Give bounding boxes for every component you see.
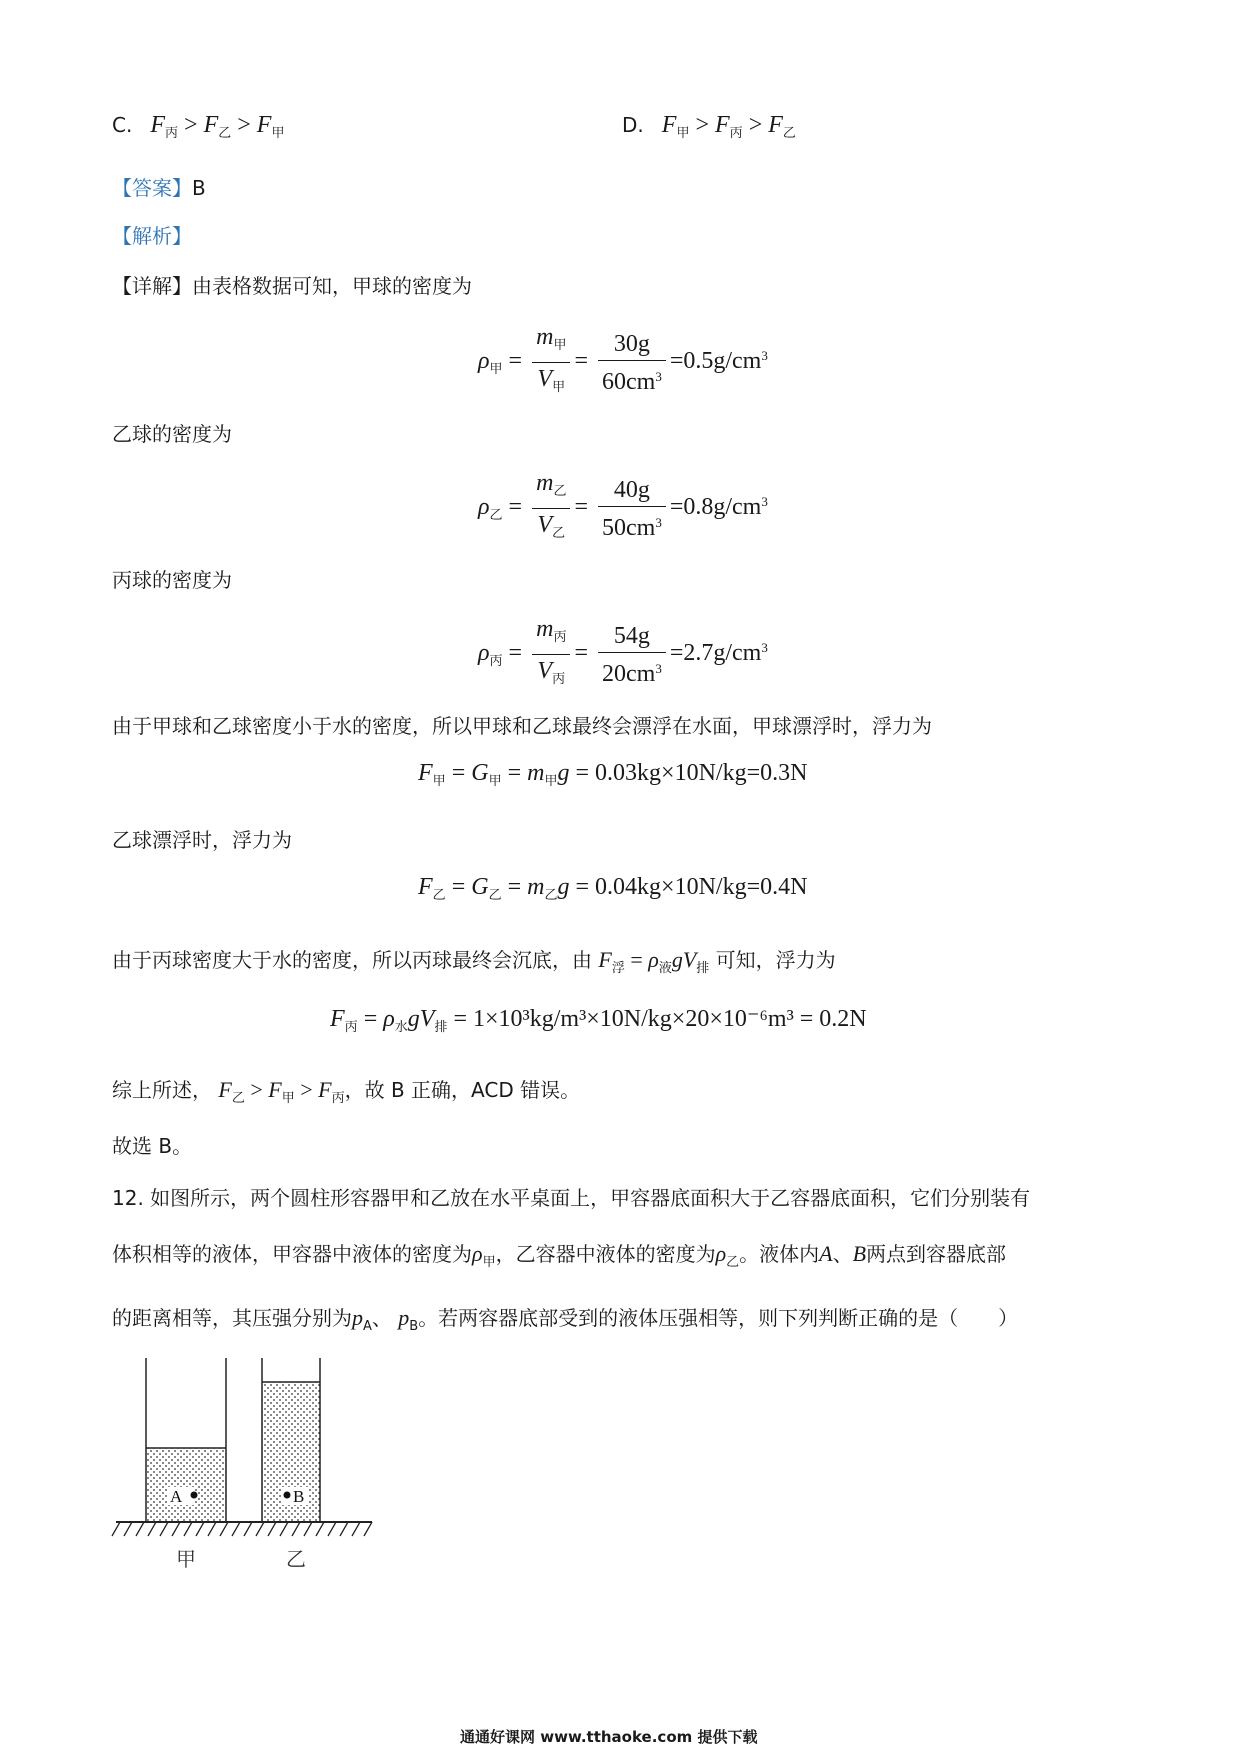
label-jia: 甲 bbox=[176, 1547, 196, 1571]
point-b-dot bbox=[284, 1492, 291, 1499]
answer-value: B bbox=[192, 176, 206, 200]
density-bing-formula: $\rho_丙$ = $\frac{m_丙}{V_丙}$ = $\frac{54g}{20cm^3}$ $=2.7g/cm^3$ bbox=[478, 616, 768, 687]
point-a-label: A bbox=[170, 1487, 183, 1506]
answer-tag: 【答案】 bbox=[112, 176, 192, 200]
q12-line3: 的距离相等，其压强分别为$p_A$、 $p_B$。若两容器底部受到的液体压强相等，则下列判断正确的是（ ） bbox=[112, 1305, 1019, 1334]
buoyancy-yi-formula: $F_乙 = G_乙 = m_乙g = 0.04kg\times 10N/kg=0.4N$ bbox=[418, 874, 808, 903]
density-yi-formula: $\rho_乙$ = $\frac{m_乙}{V_乙}$ = $\frac{40g}{50cm^3}$ $=0.8g/cm^3$ bbox=[478, 470, 768, 541]
answer-line bbox=[112, 172, 206, 201]
label-yi: 乙 bbox=[286, 1547, 306, 1571]
density-jia-formula: $\rho_甲$ = $\frac{m_甲}{V_甲}$ = $\frac{30g}{60cm^3}$ $=0.5g/cm^3$ bbox=[478, 324, 768, 395]
container-jia bbox=[146, 1358, 226, 1522]
option-c: C. $F_丙 > F_乙 > F_甲$ bbox=[112, 112, 285, 141]
sink-text: 由于丙球密度大于水的密度，所以丙球最终会沉底，由 $F_浮 = \rho_液gV_排$ 可知，浮力为 bbox=[112, 947, 836, 976]
float-text: 由于甲球和乙球密度小于水的密度，所以甲球和乙球最终会漂浮在水面，甲球漂浮时，浮力为 bbox=[112, 714, 932, 738]
yi-float-text: 乙球漂浮时，浮力为 bbox=[112, 828, 292, 852]
buoyancy-jia-formula: $F_甲 = G_甲 = m_甲g = 0.03kg\times 10N/kg=0.3N$ bbox=[418, 760, 808, 789]
table-surface bbox=[112, 1522, 372, 1536]
containers-figure bbox=[110, 1350, 390, 1590]
summary-line: 综上所述， $F_乙 > F_甲 > F_丙$，故 B 正确，ACD 错误。 bbox=[112, 1077, 581, 1106]
choice-line: 故选 B。 bbox=[112, 1134, 193, 1158]
point-a-dot bbox=[191, 1492, 198, 1499]
detail-tag: 【详解】 bbox=[112, 274, 192, 298]
option-d: D. $F_甲 > F_丙 > F_乙$ bbox=[622, 112, 796, 141]
buoyancy-bing-formula: $F_丙 = \rho_水gV_排 = 1\times 10^3kg/m^3\times 10N/kg\times 20\times 10^{-6}m^3 = 0.2N$ bbox=[330, 1006, 867, 1035]
detail-text: 由表格数据可知，甲球的密度为 bbox=[192, 274, 472, 298]
footer-credit: 通通好课网 www.tthaoke.com 提供下载 bbox=[460, 1728, 758, 1746]
density-bing-intro: 丙球的密度为 bbox=[112, 568, 232, 592]
q12-line1: 12. 如图所示，两个圆柱形容器甲和乙放在水平桌面上，甲容器底面积大于乙容器底面积，它们分别装有 bbox=[112, 1186, 1031, 1210]
option-d-label: D. bbox=[622, 113, 644, 137]
option-c-label: C. bbox=[112, 113, 133, 137]
density-yi-intro: 乙球的密度为 bbox=[112, 422, 232, 446]
container-yi bbox=[262, 1358, 320, 1522]
detail-line bbox=[112, 270, 472, 299]
point-b-label: B bbox=[293, 1487, 305, 1506]
q12-line2: 体积相等的液体，甲容器中液体的密度为$\rho_甲$，乙容器中液体的密度为$\rho_乙$。液体内A、B两点到容器底部 bbox=[112, 1241, 1007, 1270]
analysis-tag: 【解析】 bbox=[112, 224, 192, 248]
